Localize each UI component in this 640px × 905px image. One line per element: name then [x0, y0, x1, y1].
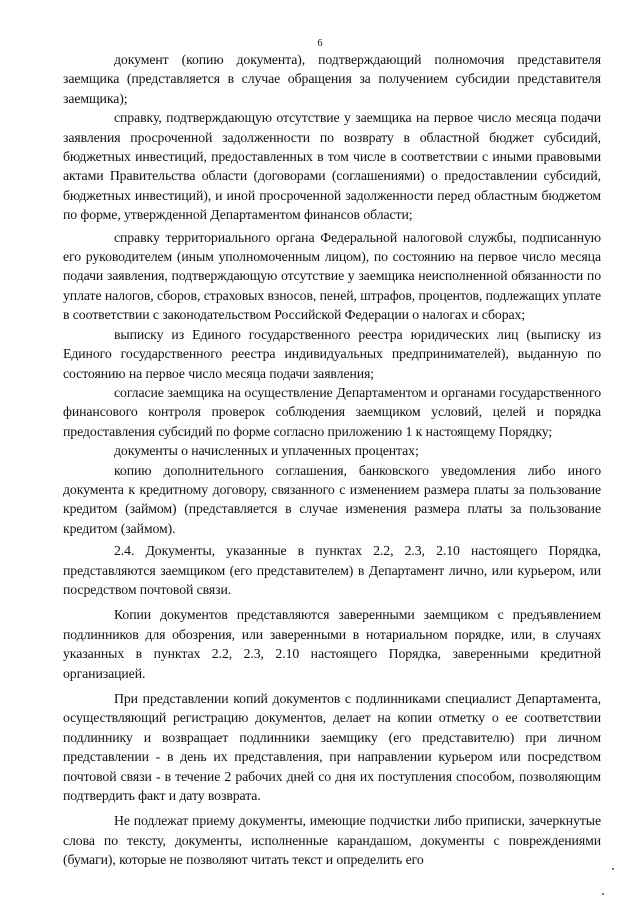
paragraph-certified-copies: Копии документов представляются заверенными заемщиком с предъявлением подлинников для обозрения, или заверенными в нотариальном порядке, или, в случаях указанных в пунктах 2.2, 2.3, 2.10 настоящего Порядка, заверенными кредитной организацией.: [63, 607, 601, 681]
scan-speck: [602, 893, 604, 895]
paragraph-tax-service-certificate: справку территориального органа Федеральной налоговой службы, подписанную его руководителем (иным уполномоченным лицом), по состоянию на первое число месяца подачи заявления, подтверждающую отсутствие у заемщика неисполненной обязанности по уплате налогов, сборов, страховых взносов, пеней, штрафов, процентов, подлежащих уплате в соответствии с законодательством Российской Федерации о налогах и сборах;: [63, 229, 601, 323]
paragraph-budget-debt-certificate: справку, подтверждающую отсутствие у заемщика на первое число месяца подачи заявления просроченной задолженности по возврату в областной бюджет субсидий, бюджетных инвестиций, предоставленных в том числе в соответствии с иными правовыми актами Правительства области (договорами (соглашениями) о предоставлении субсидий, бюджетных инвестиций), и иной просроченной задолженности перед областным бюджетом по форме, утвержденной Департаментом финансов области;: [63, 110, 601, 223]
paragraph-supplementary-agreement: копию дополнительного соглашения, банковского уведомления либо иного документа к кредитному договору, связанного с изменением размера платы за пользование кредитом (займом) (представляется в случае изменения размера платы за пользование кредитом (займом).: [63, 462, 601, 536]
paragraph-state-register-extract: выписку из Единого государственного реестра юридических лиц (выписку из Единого государственного реестра индивидуальных предпринимателей), выданную по состоянию на первое число месяца подачи заявления;: [63, 326, 601, 381]
paragraph-inspection-consent: согласие заемщика на осуществление Департаментом и органами государственного финансового контроля проверок соблюдения заемщиком условий, целей и порядка предоставления субсидий по форме согласно приложению 1 к настоящему Порядку;: [63, 384, 601, 439]
paragraph-copy-verification: При представлении копий документов с подлинниками специалист Департамента, осуществляющий регистрацию документов, делает на копии отметку о ее соответствии подлиннику и возвращает подлинники заемщику (его представителю) при личном представлении - в день их представления, при направлении курьером или посредством почтовой связи - в течение 2 рабочих дней со дня их поступления способом, позволяющим подтвердить факт и дату возврата.: [63, 691, 601, 804]
document-body: [63, 50, 601, 870]
scan-speck: [612, 868, 614, 870]
page-number: 6: [317, 38, 323, 49]
paragraph-section-2-4: 2.4. Документы, указанные в пунктах 2.2, 2.3, 2.10 настоящего Порядка, представляются заемщиком (его представителем) в Департамент лично, или курьером, или посредством почтовой связи.: [63, 543, 601, 597]
paragraph-interest-documents: документы о начисленных и уплаченных процентах;: [114, 443, 419, 459]
paragraph-representative-power-document: документ (копию документа), подтверждающий полномочия представителя заемщика (представляется в случае обращения за получением субсидии представителя заемщика);: [63, 52, 601, 106]
paragraph-rejected-documents: Не подлежат приему документы, имеющие подчистки либо приписки, зачеркнутые слова по тексту, документы, исполненные карандашом, документы с повреждениями (бумаги), которые не позволяют читать текст и определить его: [63, 813, 601, 868]
